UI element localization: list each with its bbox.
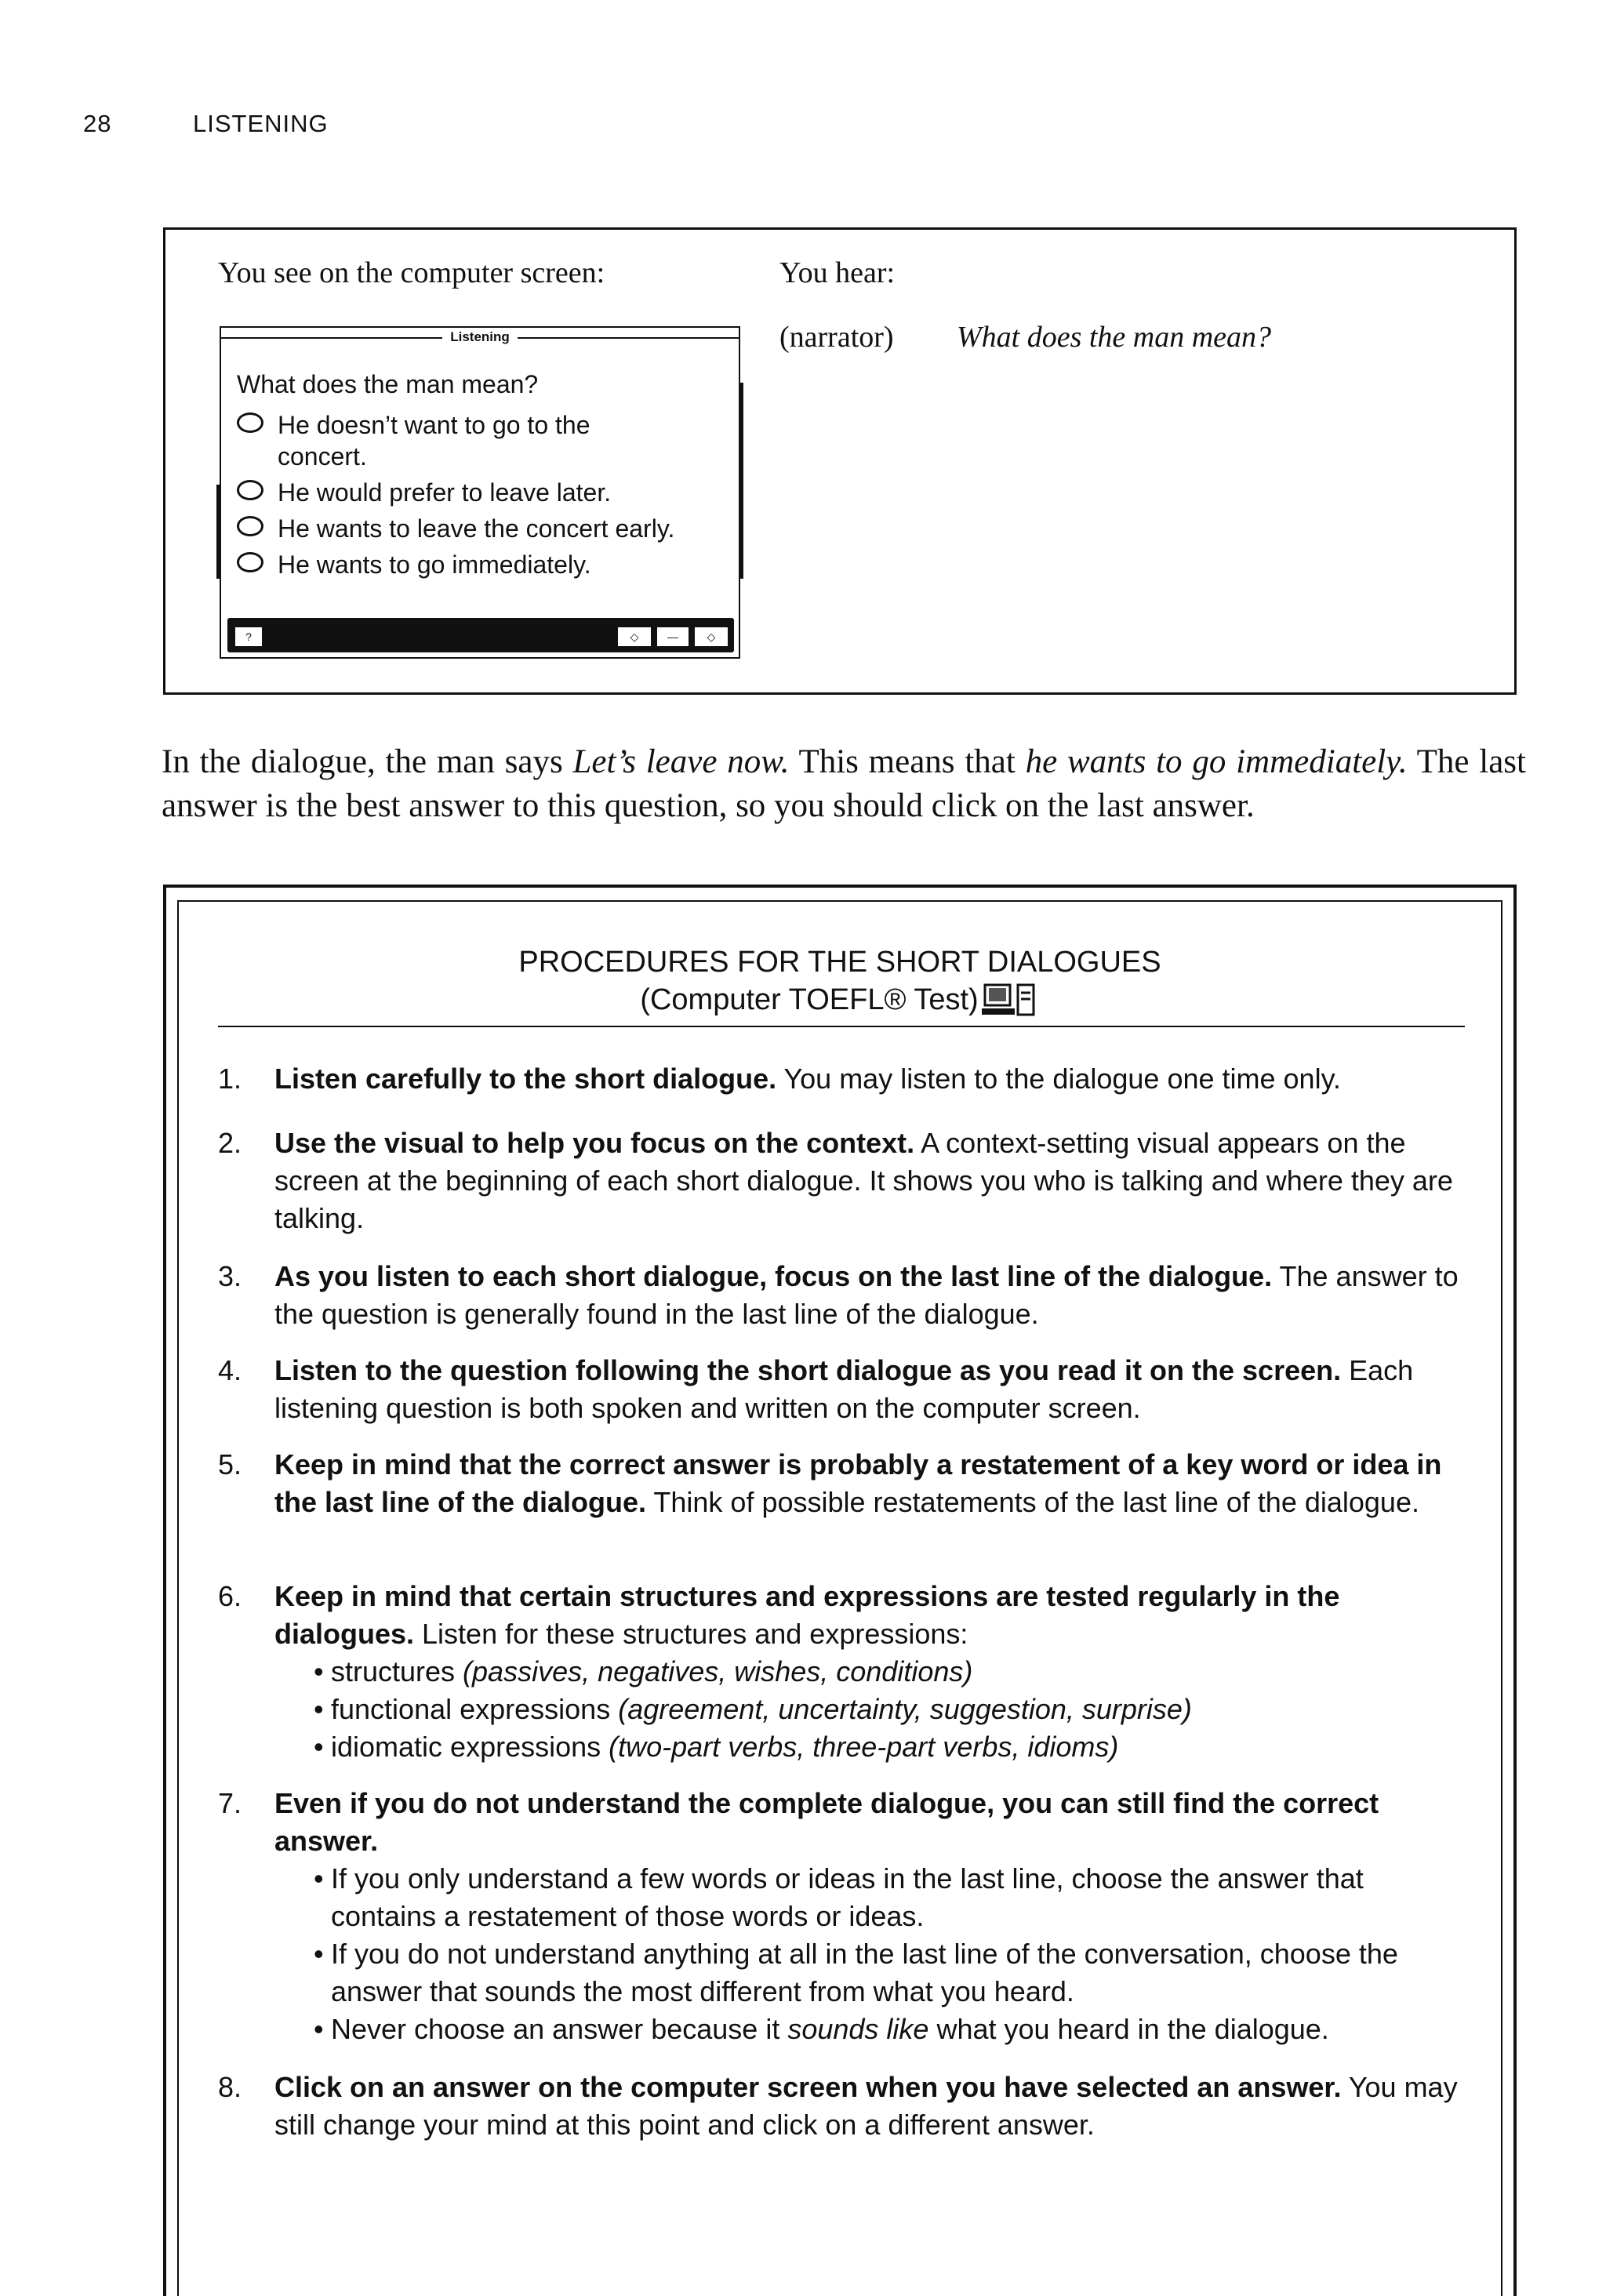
answer-option-label: He would prefer to leave later. (278, 478, 612, 507)
radio-button[interactable] (237, 552, 263, 572)
answer-option-label: He wants to go immediately. (278, 550, 591, 579)
answer-option-label: He wants to leave the concert early. (278, 514, 675, 543)
screen-question: What does the man mean? (237, 370, 539, 398)
hear-label: You hear: (779, 256, 896, 289)
page-number: 28 (83, 110, 112, 137)
answer-option[interactable] (237, 513, 685, 544)
see-label: You see on the computer screen: (218, 256, 605, 289)
item-number: 6. (218, 1580, 242, 1612)
item-number: 3. (218, 1260, 242, 1292)
answer-option[interactable] (237, 549, 685, 580)
meaning-phrase: he wants to go immediately. (1025, 743, 1408, 780)
answer-option[interactable] (237, 409, 685, 472)
bullet-item: • Never choose an answer because it sounds like what you heard in the dialogue. (274, 2011, 1466, 2048)
bullet-item: • structures (passives, negatives, wishes, conditions) (274, 1653, 1466, 1691)
procedures-title: PROCEDURES FOR THE SHORT DIALOGUES (518, 946, 1161, 979)
help-icon[interactable]: ? (234, 626, 263, 648)
next-icon[interactable]: ◇ (616, 626, 652, 648)
section-title: LISTENING (193, 110, 329, 137)
radio-button[interactable] (237, 480, 263, 500)
narrator-label: (narrator) (779, 321, 894, 354)
item-number: 4. (218, 1354, 242, 1386)
computer-screen-mock (220, 326, 740, 659)
bullet-item: • idiomatic expressions (two-part verbs, three-part verbs, idioms) (274, 1728, 1466, 1766)
narrator-question: What does the man mean? (957, 321, 1272, 354)
screen-title: Listening (221, 329, 739, 345)
answer-option-label: He doesn’t want to go to the concert. (278, 411, 590, 470)
quoted-line: Let’s leave now. (572, 743, 790, 780)
confirm-icon[interactable]: ◇ (693, 626, 729, 648)
bullet-item: • If you do not understand anything at all in the last line of the conversation, choose the answer that sounds the most different from what you heard. (274, 1935, 1466, 2011)
explanation-paragraph: In the dialogue, the man says Let’s leave now. This means that he wants to go immediately. The last answer is the best answer to this question, so you should click on the last answer. (162, 743, 1526, 824)
item-number: 5. (218, 1448, 242, 1480)
arrow-icon[interactable]: — (656, 626, 690, 648)
radio-button[interactable] (237, 412, 263, 433)
screen-toolbar (227, 618, 734, 652)
answer-option[interactable] (237, 477, 685, 508)
item-number: 1. (218, 1063, 242, 1095)
title-rule (218, 1026, 1465, 1027)
item-number: 7. (218, 1787, 242, 1819)
item-number: 2. (218, 1127, 242, 1159)
procedures-subtitle: (Computer TOEFL® Test) (640, 983, 979, 1016)
bullet-item: • functional expressions (agreement, uncertainty, suggestion, surprise) (274, 1691, 1466, 1728)
radio-button[interactable] (237, 516, 263, 536)
computer-icon (982, 983, 1038, 1022)
item-number: 8. (218, 2071, 242, 2103)
bullet-item: • If you only understand a few words or ideas in the last line, choose the answer that contains a restatement of those words or ideas. (274, 1860, 1466, 1935)
